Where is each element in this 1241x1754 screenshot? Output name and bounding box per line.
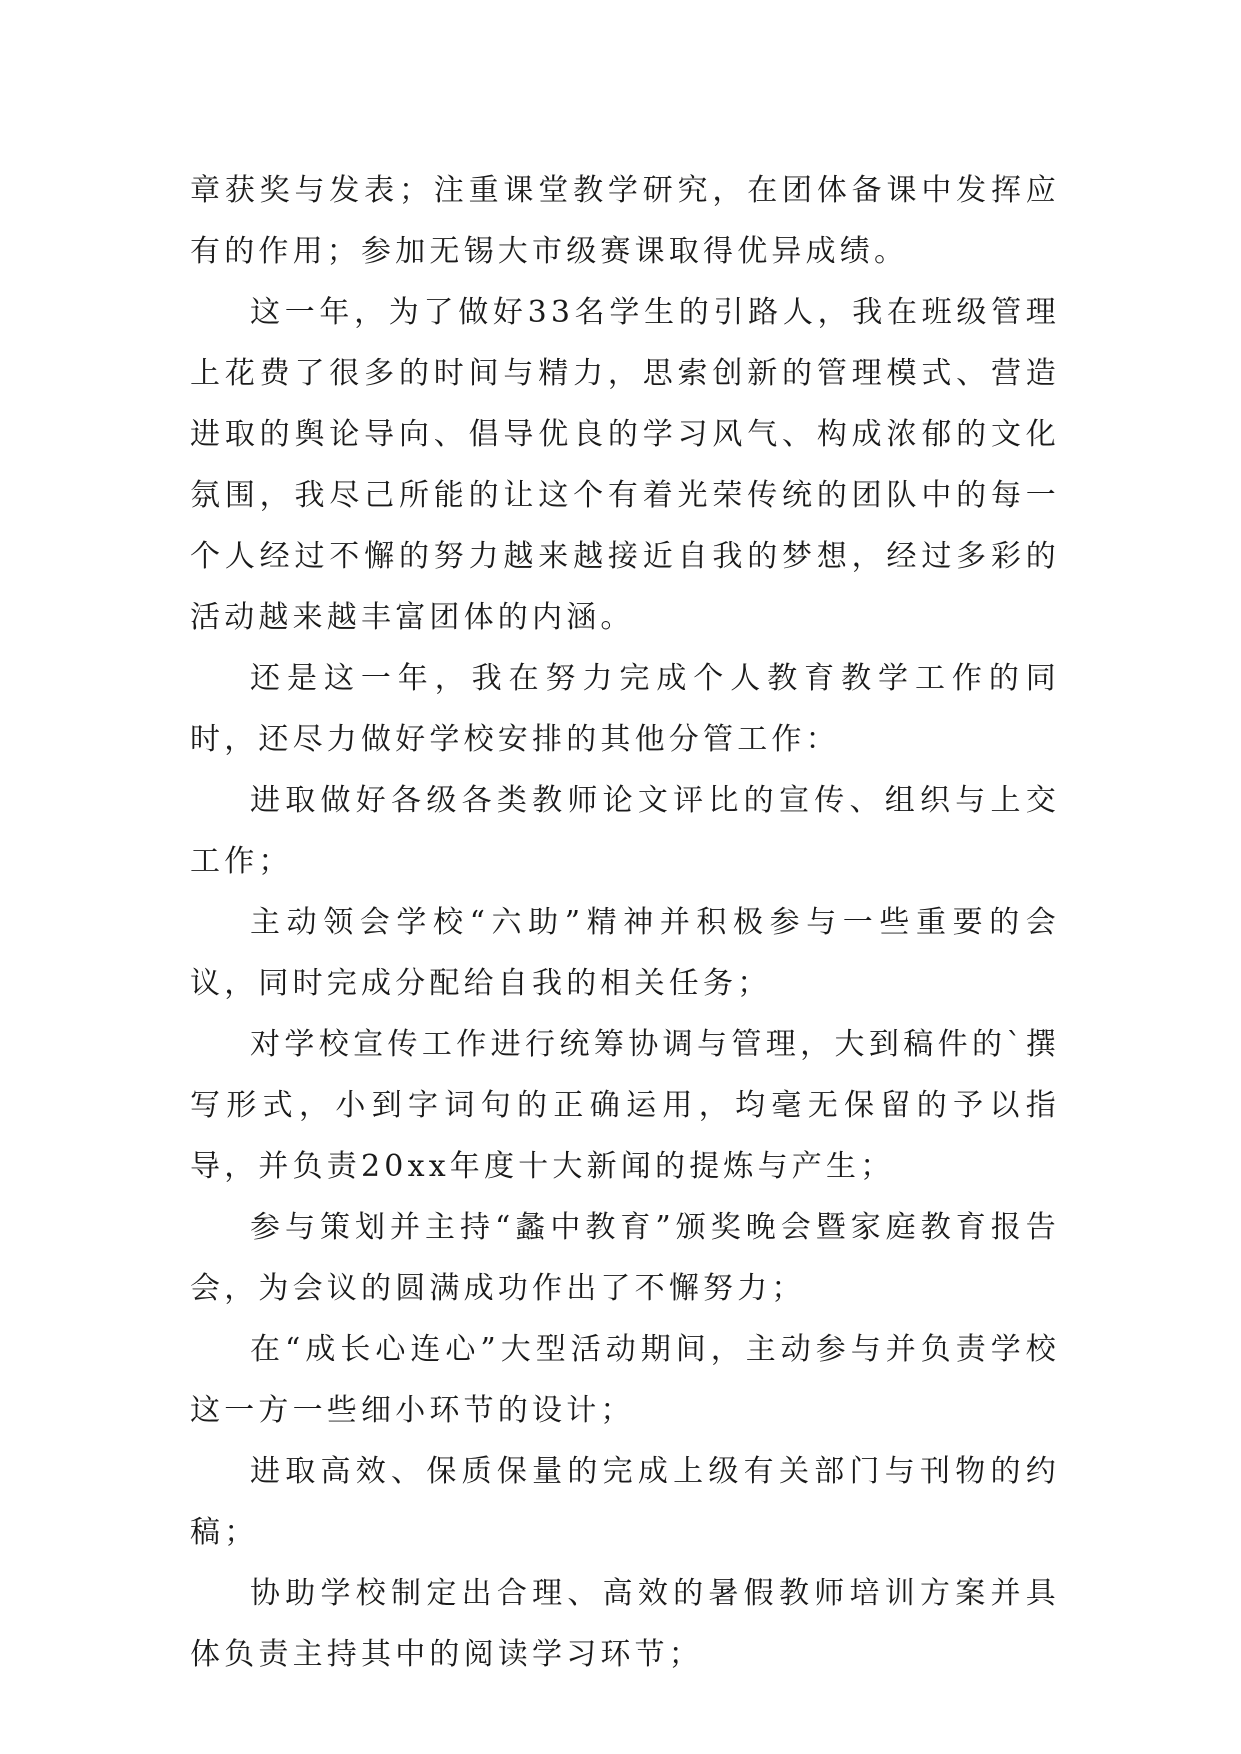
paragraph-8: 在“成长心连心”大型活动期间，主动参与并负责学校这一方一些细小环节的设计；	[190, 1332, 1060, 1428]
paragraph-4: 进取做好各级各类教师论文评比的宣传、组织与上交工作；	[190, 783, 1060, 879]
paragraph-3: 还是这一年，我在努力完成个人教育教学工作的同时，还尽力做好学校安排的其他分管工作：	[190, 661, 1060, 757]
paragraph-2: 这一年，为了做好33名学生的引路人，我在班级管理上花费了很多的时间与精力，思索创新的管理模式、营造进取的舆论导向、倡导优良的学习风气、构成浓郁的文化氛围，我尽己所能的让这个有着光荣传统的团队中的每一个人经过不懈的努力越来越接近自我的梦想，经过多彩的活动越来越丰富团体的内涵。	[190, 295, 1060, 635]
paragraph-7: 参与策划并主持“蠡中教育”颁奖晚会暨家庭教育报告会，为会议的圆满成功作出了不懈努力；	[190, 1210, 1060, 1306]
paragraph-1: 章获奖与发表；注重课堂教学研究，在团体备课中发挥应有的作用；参加无锡大市级赛课取得优异成绩。	[190, 173, 1060, 269]
paragraph-9: 进取高效、保质保量的完成上级有关部门与刊物的约稿；	[190, 1454, 1060, 1550]
document-body	[190, 160, 1060, 1685]
paragraph-10: 协助学校制定出合理、高效的暑假教师培训方案并具体负责主持其中的阅读学习环节；	[190, 1576, 1060, 1672]
paragraph-6: 对学校宣传工作进行统筹协调与管理，大到稿件的`撰写形式，小到字词句的正确运用，均毫无保留的予以指导，并负责20xx年度十大新闻的提炼与产生；	[190, 1027, 1060, 1184]
paragraph-5: 主动领会学校“六助”精神并积极参与一些重要的会议，同时完成分配给自我的相关任务；	[190, 905, 1060, 1001]
